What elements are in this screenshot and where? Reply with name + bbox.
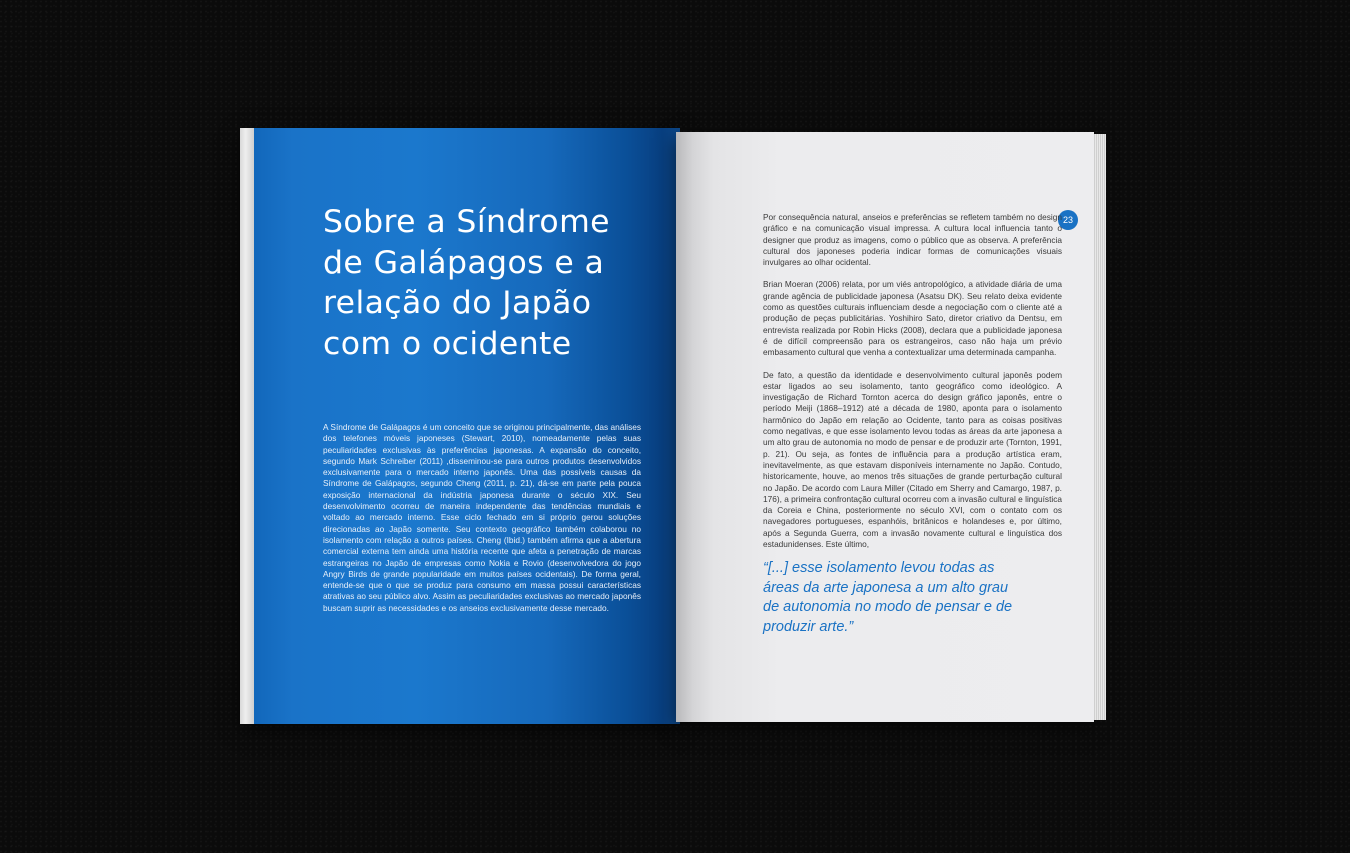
right-body-text [763,212,1062,561]
paragraph: Brian Moeran (2006) relata, por um viés antropológico, a atividade diária de uma grande agência de publicidade japonesa (Asatsu DK). Seu relato deixa evidente como as questões culturais influenciam desde a negociação com o cliente até a produção de peças publicitárias. Yoshihiro Sato, diretor criativo da Dentsu, em entrevista realizada por Robin Hicks (2008), declara que a publicidade japonesa é de difícil compreensão para os estrangeiros, caso não haja um prévio embasamento cultural que venha a contextualizar uma determinada campanha. [763,279,1062,358]
paragraph: Por consequência natural, anseios e preferências se refletem também no design gráfico e na comunicação visual impressa. A cultura local influencia tanto o designer que produz as imagens, como o público que as observa. A preferência cultural dos japoneses poderia indicar formas de comunicações visuais invulgares ao olhar ocidental. [763,212,1062,268]
left-body-text: A Síndrome de Galápagos é um conceito que se originou principalmente, das análises dos telefones móveis japoneses (Stewart, 2010), nomeadamente pelas suas peculiaridades exclusivas às preferências japonesas. A expansão do conceito, segundo Mark Schreiber (2011) ,disseminou-se para outros produtos desenvolvidos exclusivamente para o mercado interno japonês. Uma das possíveis causas da Síndrome de Galápagos, segundo Cheng (2011, p. 21), dá-se em parte pela pouca exposição internacional da indústria japonesa durante o século XIX. Seu desenvolvimento ocorreu de maneira independente das tendências mundiais e voltado ao mercado interno. Esse ciclo fechado em si próprio gerou soluções direcionadas ao Japão somente. Seu contexto geográfico também colaborou no isolamento com relação a outros países. Cheng (Ibid.) também afirma que a abertura comercial externa tem ainda uma história recente que afeta a penetração de marcas estrangeiras no Japão de empresas como Nokia e Rovio (desenvolvedora do jogo Angry Birds de grande popularidade em muitos países ocidentais). De forma geral, entende-se que o que se produz para consumo em massa possui características atrativas ao seu público alvo. Assim as peculiaridades exclusivas ao mercado japonês buscam suprir as necessidades e os anseios exclusivamente desse mercado. [323,422,641,613]
page-number-badge: 23 [1058,210,1078,230]
pull-quote: “[...] esse isolamento levou todas as áreas da arte japonesa a um alto grau de autonomia no modo de pensar e de produzir arte.” [763,560,1013,635]
left-page-edge [240,128,254,724]
open-book [240,128,1108,724]
right-page-edge [1094,134,1106,720]
paragraph: De fato, a questão da identidade e desenvolvimento cultural japonês podem estar ligados ao seu isolamento, tanto geográfico como ideológico. A investigação de Richard Tornton acerca do design gráfico japonês, entre o período Meiji (1868–1912) até a década de 1980, aponta para o isolamento harmônico do Japão em relação ao Ocidente, tanto para as coisas positivas como negativas, e que esse isolamento levou todas as áreas da arte japonesa a um alto grau de autonomia no modo de pensar e de produzir arte (Tornton, 1991, p. 21). Ou seja, as fontes de influência para a produção artística eram, inevitavelmente, as que estavam disponíveis internamente no Japão. Contudo, historicamente, houve, ao menos três situações de grande perturbação cultural no Japão. De acordo com Laura Miller (Citado em Sherry and Camargo, 1987, p. 176), a primeira confrontação cultural ocorreu com a invasão cultural e linguística da Coreia e China, posteriormente no século XVI, com o contato com os navegadores portugueses, espanhóis, britânicos e holandeses e, por último, após a Segunda Guerra, com a invasão novamente cultural e linguística dos estadunidenses. Este último, [763,369,1062,550]
chapter-title: Sobre a Síndrome de Galápagos e a relação do Japão com o ocidente [323,204,610,362]
left-page [240,128,680,724]
